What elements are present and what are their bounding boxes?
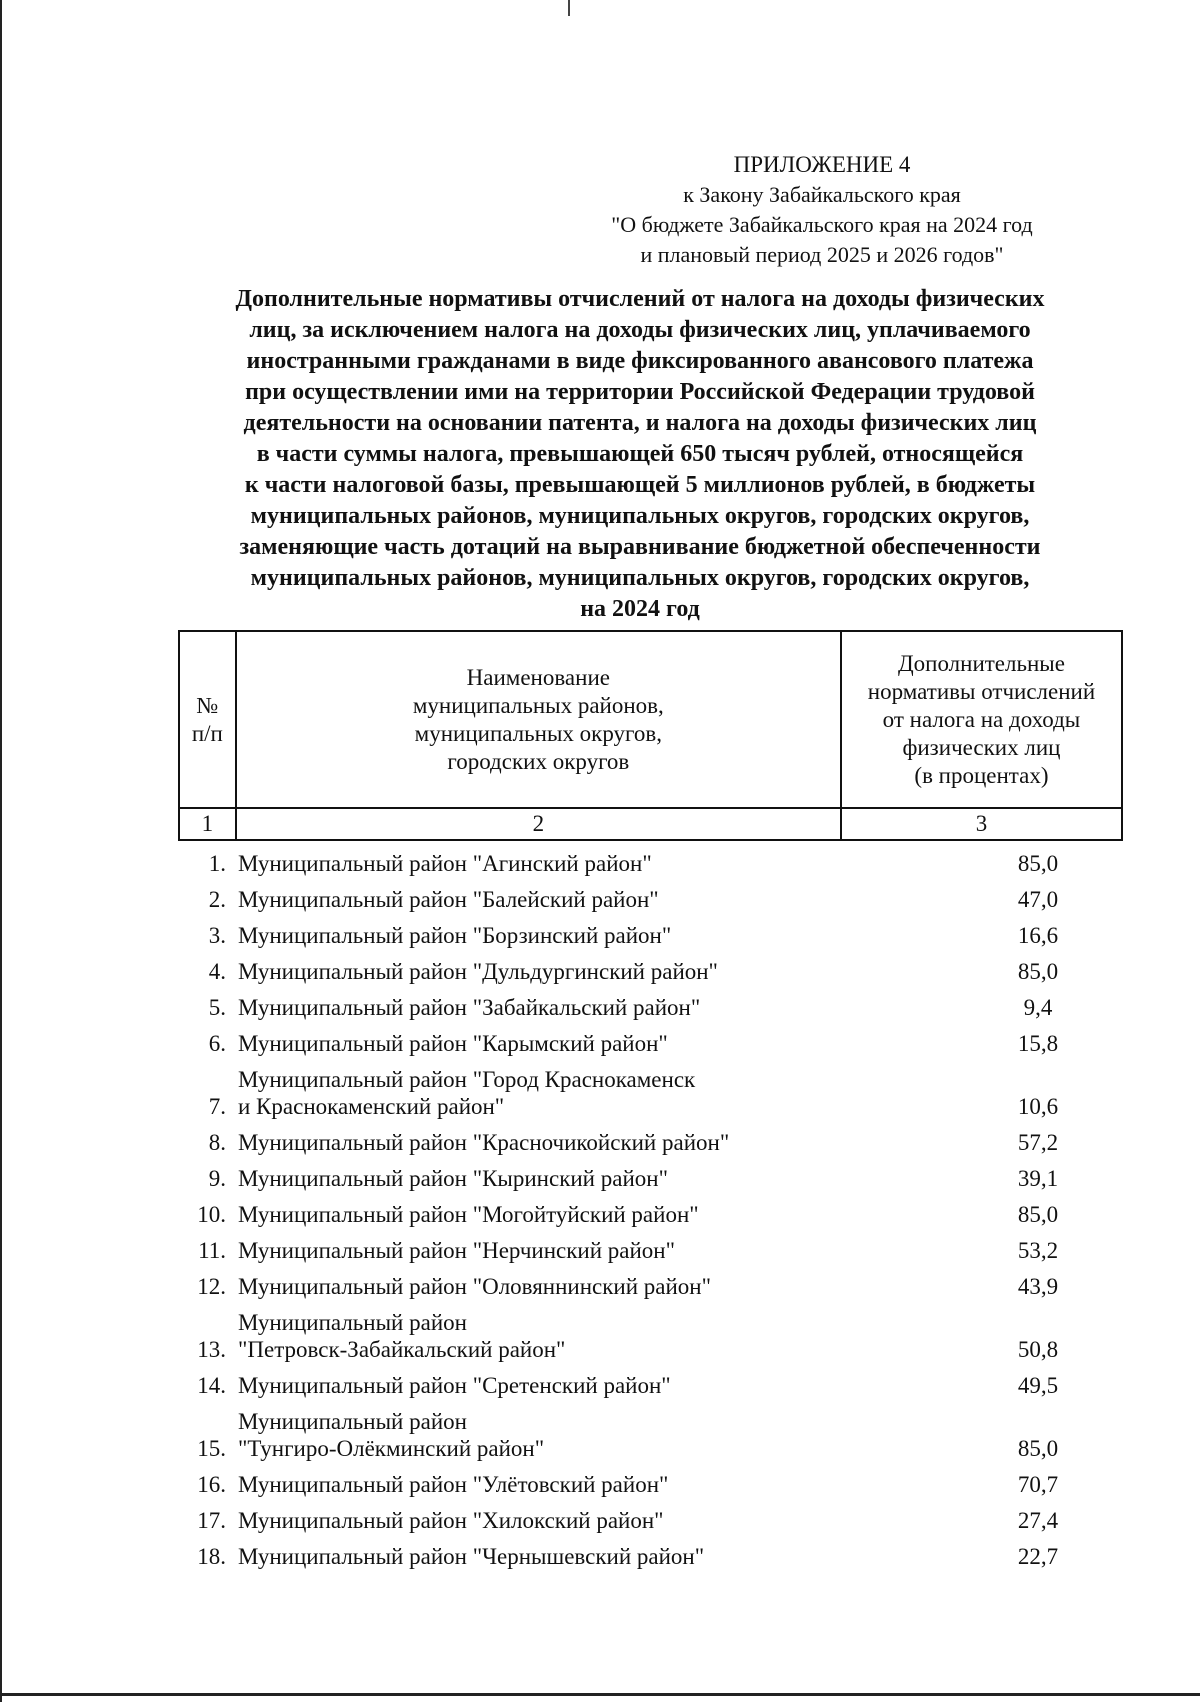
row-value: 85,0 [1017, 1202, 1059, 1227]
row-number: 14. [197, 1373, 226, 1398]
appendix-line: к Закону Забайкальского края [683, 182, 961, 207]
row-value: 9,4 [1023, 995, 1053, 1020]
table-row [178, 1273, 1123, 1309]
table-row [178, 1408, 1123, 1471]
table-row [178, 1309, 1123, 1372]
row-name: Муниципальный район "Чернышевский район" [238, 1544, 705, 1569]
table-row [178, 1471, 1123, 1507]
column-index: 3 [841, 808, 1122, 840]
table-row [178, 958, 1123, 994]
row-value: 57,2 [1017, 1130, 1059, 1155]
heading-line: лиц, за исключением налога на доходы физических лиц, уплачиваемого [249, 317, 1031, 343]
row-value: 53,2 [1017, 1238, 1059, 1263]
row-number: 15. [197, 1436, 226, 1461]
heading-line: к части налоговой базы, превышающей 5 миллионов рублей, в бюджеты [244, 472, 1036, 498]
appendix-line: "О бюджете Забайкальского края на 2024 год [611, 212, 1033, 237]
table-row [178, 1165, 1123, 1201]
row-number: 16. [197, 1472, 226, 1497]
table-row [178, 922, 1123, 958]
row-value: 47,0 [1017, 887, 1059, 912]
table-row [178, 850, 1123, 886]
column-index: 2 [236, 808, 841, 840]
row-number: 1. [208, 851, 226, 876]
table-row [178, 1372, 1123, 1408]
row-name: Муниципальный район "Борзинский район" [238, 923, 672, 948]
heading-line: муниципальных районов, муниципальных округов, городских округов, [250, 503, 1030, 529]
row-value: 22,7 [1017, 1544, 1059, 1569]
appendix-header [562, 150, 1082, 270]
row-name: Муниципальный район "Кыринский район" [238, 1166, 668, 1191]
heading-line: заменяющие часть дотаций на выравнивание бюджетной обеспеченности [239, 534, 1041, 560]
heading-line: муниципальных районов, муниципальных округов, городских округов, [250, 565, 1030, 591]
column-header-value: Дополнительные нормативы отчислений от налога на доходы физических лиц (в процентах) [841, 631, 1122, 808]
heading-line: на 2024 год [580, 596, 700, 622]
row-name: Муниципальный район "Оловяннинский район" [238, 1274, 712, 1299]
row-value: 16,6 [1017, 923, 1059, 948]
row-value: 39,1 [1017, 1166, 1059, 1191]
row-name: Муниципальный район "Город Краснокаменск и Краснокаменский район" [238, 1067, 696, 1119]
row-value: 85,0 [1017, 1436, 1059, 1461]
column-header-number: № п/п [179, 631, 236, 808]
table-row [178, 1066, 1123, 1129]
scan-bottom-edge [0, 1693, 1200, 1696]
row-name: Муниципальный район "Улётовский район" [238, 1472, 669, 1497]
scan-left-edge [0, 0, 2, 1702]
row-number: 8. [208, 1130, 226, 1155]
table-row [178, 1507, 1123, 1543]
table-row [178, 1129, 1123, 1165]
row-value: 43,9 [1017, 1274, 1059, 1299]
row-value: 27,4 [1017, 1508, 1059, 1533]
row-name: Муниципальный район "Нерчинский район" [238, 1238, 675, 1263]
row-number: 2. [208, 887, 226, 912]
column-header-name: Наименование муниципальных районов, муниципальных округов, городских округов [236, 631, 841, 808]
row-name: Муниципальный район "Карымский район" [238, 1031, 668, 1056]
row-name: Муниципальный район "Балейский район" [238, 887, 659, 912]
row-number: 13. [197, 1337, 226, 1362]
row-name: Муниципальный район "Сретенский район" [238, 1373, 671, 1398]
column-index: 1 [179, 808, 236, 840]
table-row [178, 1030, 1123, 1066]
heading-line: при осуществлении ими на территории Российской Федерации трудовой [245, 379, 1035, 405]
table-row [178, 886, 1123, 922]
row-number: 3. [208, 923, 226, 948]
row-value: 10,6 [1017, 1094, 1059, 1119]
row-value: 15,8 [1017, 1031, 1059, 1056]
row-value: 70,7 [1017, 1472, 1059, 1497]
table-header [178, 630, 1123, 841]
row-number: 10. [197, 1202, 226, 1227]
row-name: Муниципальный район "Петровск-Забайкальский район" [238, 1310, 566, 1362]
row-name: Муниципальный район "Хилокский район" [238, 1508, 664, 1533]
row-number: 18. [197, 1544, 226, 1569]
heading-line: иностранными гражданами в виде фиксированного авансового платежа [246, 348, 1034, 374]
table-row [178, 1237, 1123, 1273]
row-number: 9. [208, 1166, 226, 1191]
row-name: Муниципальный район "Забайкальский район" [238, 995, 701, 1020]
appendix-line: и плановый период 2025 и 2026 годов" [640, 242, 1004, 267]
row-name: Муниципальный район "Агинский район" [238, 851, 652, 876]
column-index-row [179, 808, 1122, 840]
table-body [178, 850, 1123, 1579]
heading-line: деятельности на основании патента, и налога на доходы физических лиц [243, 410, 1037, 436]
row-number: 6. [208, 1031, 226, 1056]
appendix-title: ПРИЛОЖЕНИЕ 4 [733, 152, 911, 177]
row-name: Муниципальный район "Тунгиро-Олёкминский район" [238, 1409, 545, 1461]
document-heading [170, 284, 1110, 625]
scan-top-mark [568, 0, 570, 16]
row-number: 17. [197, 1508, 226, 1533]
row-number: 5. [208, 995, 226, 1020]
heading-line: в части суммы налога, превышающей 650 тысяч рублей, относящейся [256, 441, 1024, 467]
row-value: 49,5 [1017, 1373, 1059, 1398]
row-value: 50,8 [1017, 1337, 1059, 1362]
row-number: 11. [198, 1238, 226, 1263]
row-number: 4. [208, 959, 226, 984]
table-row [178, 994, 1123, 1030]
heading-line: Дополнительные нормативы отчислений от налога на доходы физических [235, 286, 1045, 312]
row-number: 7. [208, 1094, 226, 1119]
table-row [178, 1201, 1123, 1237]
row-value: 85,0 [1017, 851, 1059, 876]
row-name: Муниципальный район "Красночикойский район" [238, 1130, 730, 1155]
row-name: Муниципальный район "Могойтуйский район" [238, 1202, 699, 1227]
row-value: 85,0 [1017, 959, 1059, 984]
table-row [178, 1543, 1123, 1579]
row-number: 12. [197, 1274, 226, 1299]
row-name: Муниципальный район "Дульдургинский район" [238, 959, 718, 984]
